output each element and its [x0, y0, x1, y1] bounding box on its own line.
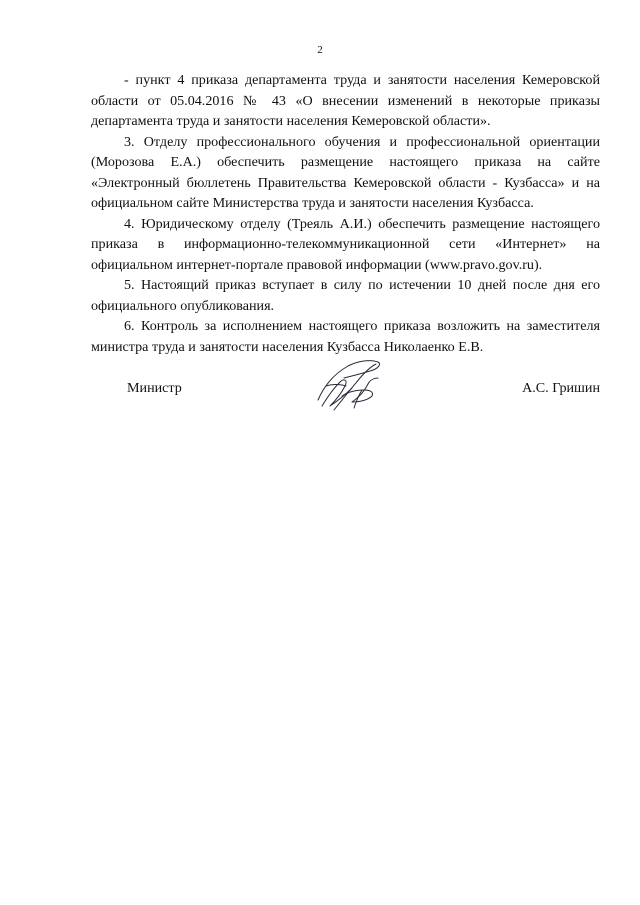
document-body	[91, 70, 600, 357]
paragraph-control: 6. Контроль за исполнением настоящего приказа возложить на заместителя министра труда и занятости населения Кузбасса Николаенко Е.В.	[91, 318, 600, 355]
handwritten-signature	[312, 356, 390, 414]
signatory-name: А.С. Гришин	[522, 380, 600, 396]
paragraph-publication-bulletin: 3. Отделу профессионального обучения и профессиональной ориентации (Морозова Е.А.) обеспечить размещение настоящего приказа на сайте «Электронный бюллетень Правительства Кемеровской области - Кузбасса» и на официальном сайте Министерства труда и занятости населения Кузбасса.	[91, 133, 600, 211]
paragraph-publication-pravo: 4. Юридическому отделу (Треяль А.И.) обеспечить размещение настоящего приказа в информационно-телекоммуникационной сети «Интернет» на официальном интернет-портале правовой информации (www.pravo.gov.ru).	[91, 215, 600, 273]
paragraph-item-4: - пункт 4 приказа департамента труда и занятости населения Кемеровской области от 05.04.2016 № 43 «О внесении изменений в некоторые приказы департамента труда и занятости населения Кемеровской области».	[91, 72, 600, 129]
signatory-title: Министр	[127, 380, 182, 396]
page-number: 2	[317, 44, 323, 56]
paragraph-effective-date: 5. Настоящий приказ вступает в силу по истечении 10 дней после дня его официального опубликования.	[91, 277, 600, 314]
signature-block	[0, 368, 640, 418]
